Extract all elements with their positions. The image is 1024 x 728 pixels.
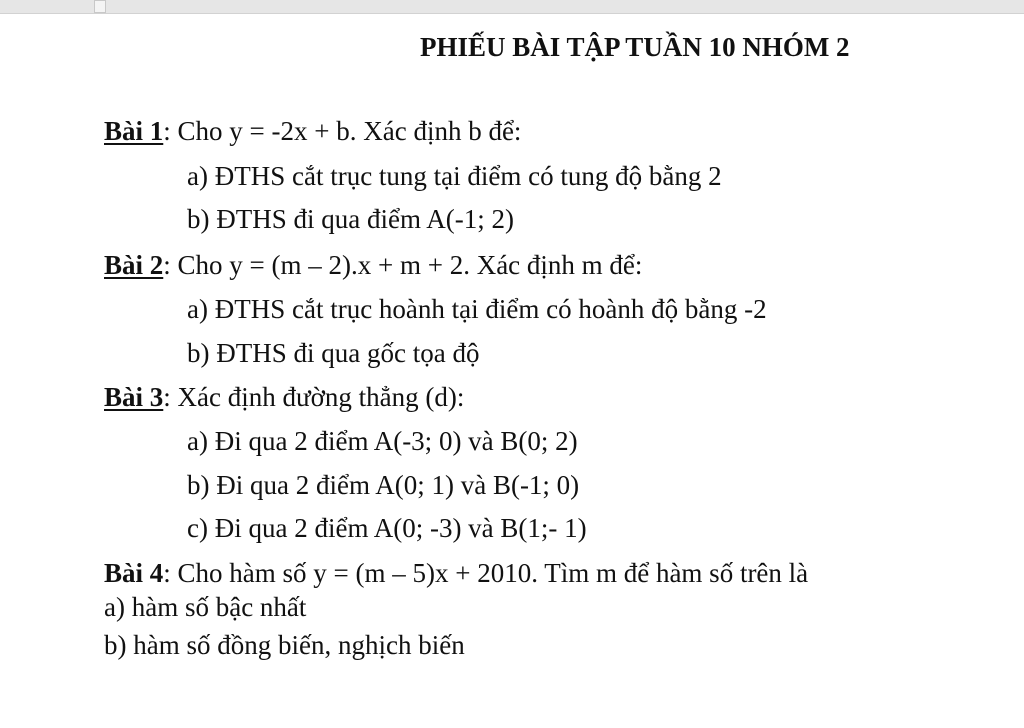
exercise-1-item-b: b) ĐTHS đi qua điểm A(-1; 2) [187,204,514,234]
exercise-3-item-a: a) Đi qua 2 điểm A(-3; 0) và B(0; 2) [187,426,578,456]
exercise-1-heading: Bài 1 [104,116,164,146]
exercise-4-text: : Cho hàm số y = (m – 5)x + 2010. Tìm m để hàm số trên là [163,558,809,588]
ruler-bar [0,0,1024,14]
exercise-2-text: : Cho y = (m – 2).x + m + 2. Xác định m để: [163,250,643,280]
exercise-1-item-a: a) ĐTHS cắt trục tung tại điểm có tung độ bằng 2 [187,161,722,191]
exercise-4-item-b: b) hàm số đồng biến, nghịch biến [104,630,465,660]
exercise-3-text: : Xác định đường thẳng (d): [163,382,465,412]
exercise-4-item-a: a) hàm số bậc nhất [104,592,307,622]
exercise-3-heading: Bài 3 [104,382,164,412]
exercise-3-item-c: c) Đi qua 2 điểm A(0; -3) và B(1;- 1) [187,513,587,543]
exercise-3-item-b: b) Đi qua 2 điểm A(0; 1) và B(-1; 0) [187,470,580,500]
exercise-4-heading: Bài 4 [104,558,164,588]
exercise-2-heading: Bài 2 [104,250,164,280]
exercise-1-prompt [104,118,521,145]
exercise-4-prompt [104,560,808,587]
ruler-marker-icon[interactable] [94,0,106,13]
exercise-2-prompt [104,252,642,279]
exercise-3-prompt [104,384,464,411]
page-title: PHIẾU BÀI TẬP TUẦN 10 NHÓM 2 [420,32,850,62]
exercise-2-item-b: b) ĐTHS đi qua gốc tọa độ [187,338,480,368]
exercise-2-item-a: a) ĐTHS cắt trục hoành tại điểm có hoành độ bằng -2 [187,294,767,324]
exercise-1-text: : Cho y = -2x + b. Xác định b để: [163,116,522,146]
